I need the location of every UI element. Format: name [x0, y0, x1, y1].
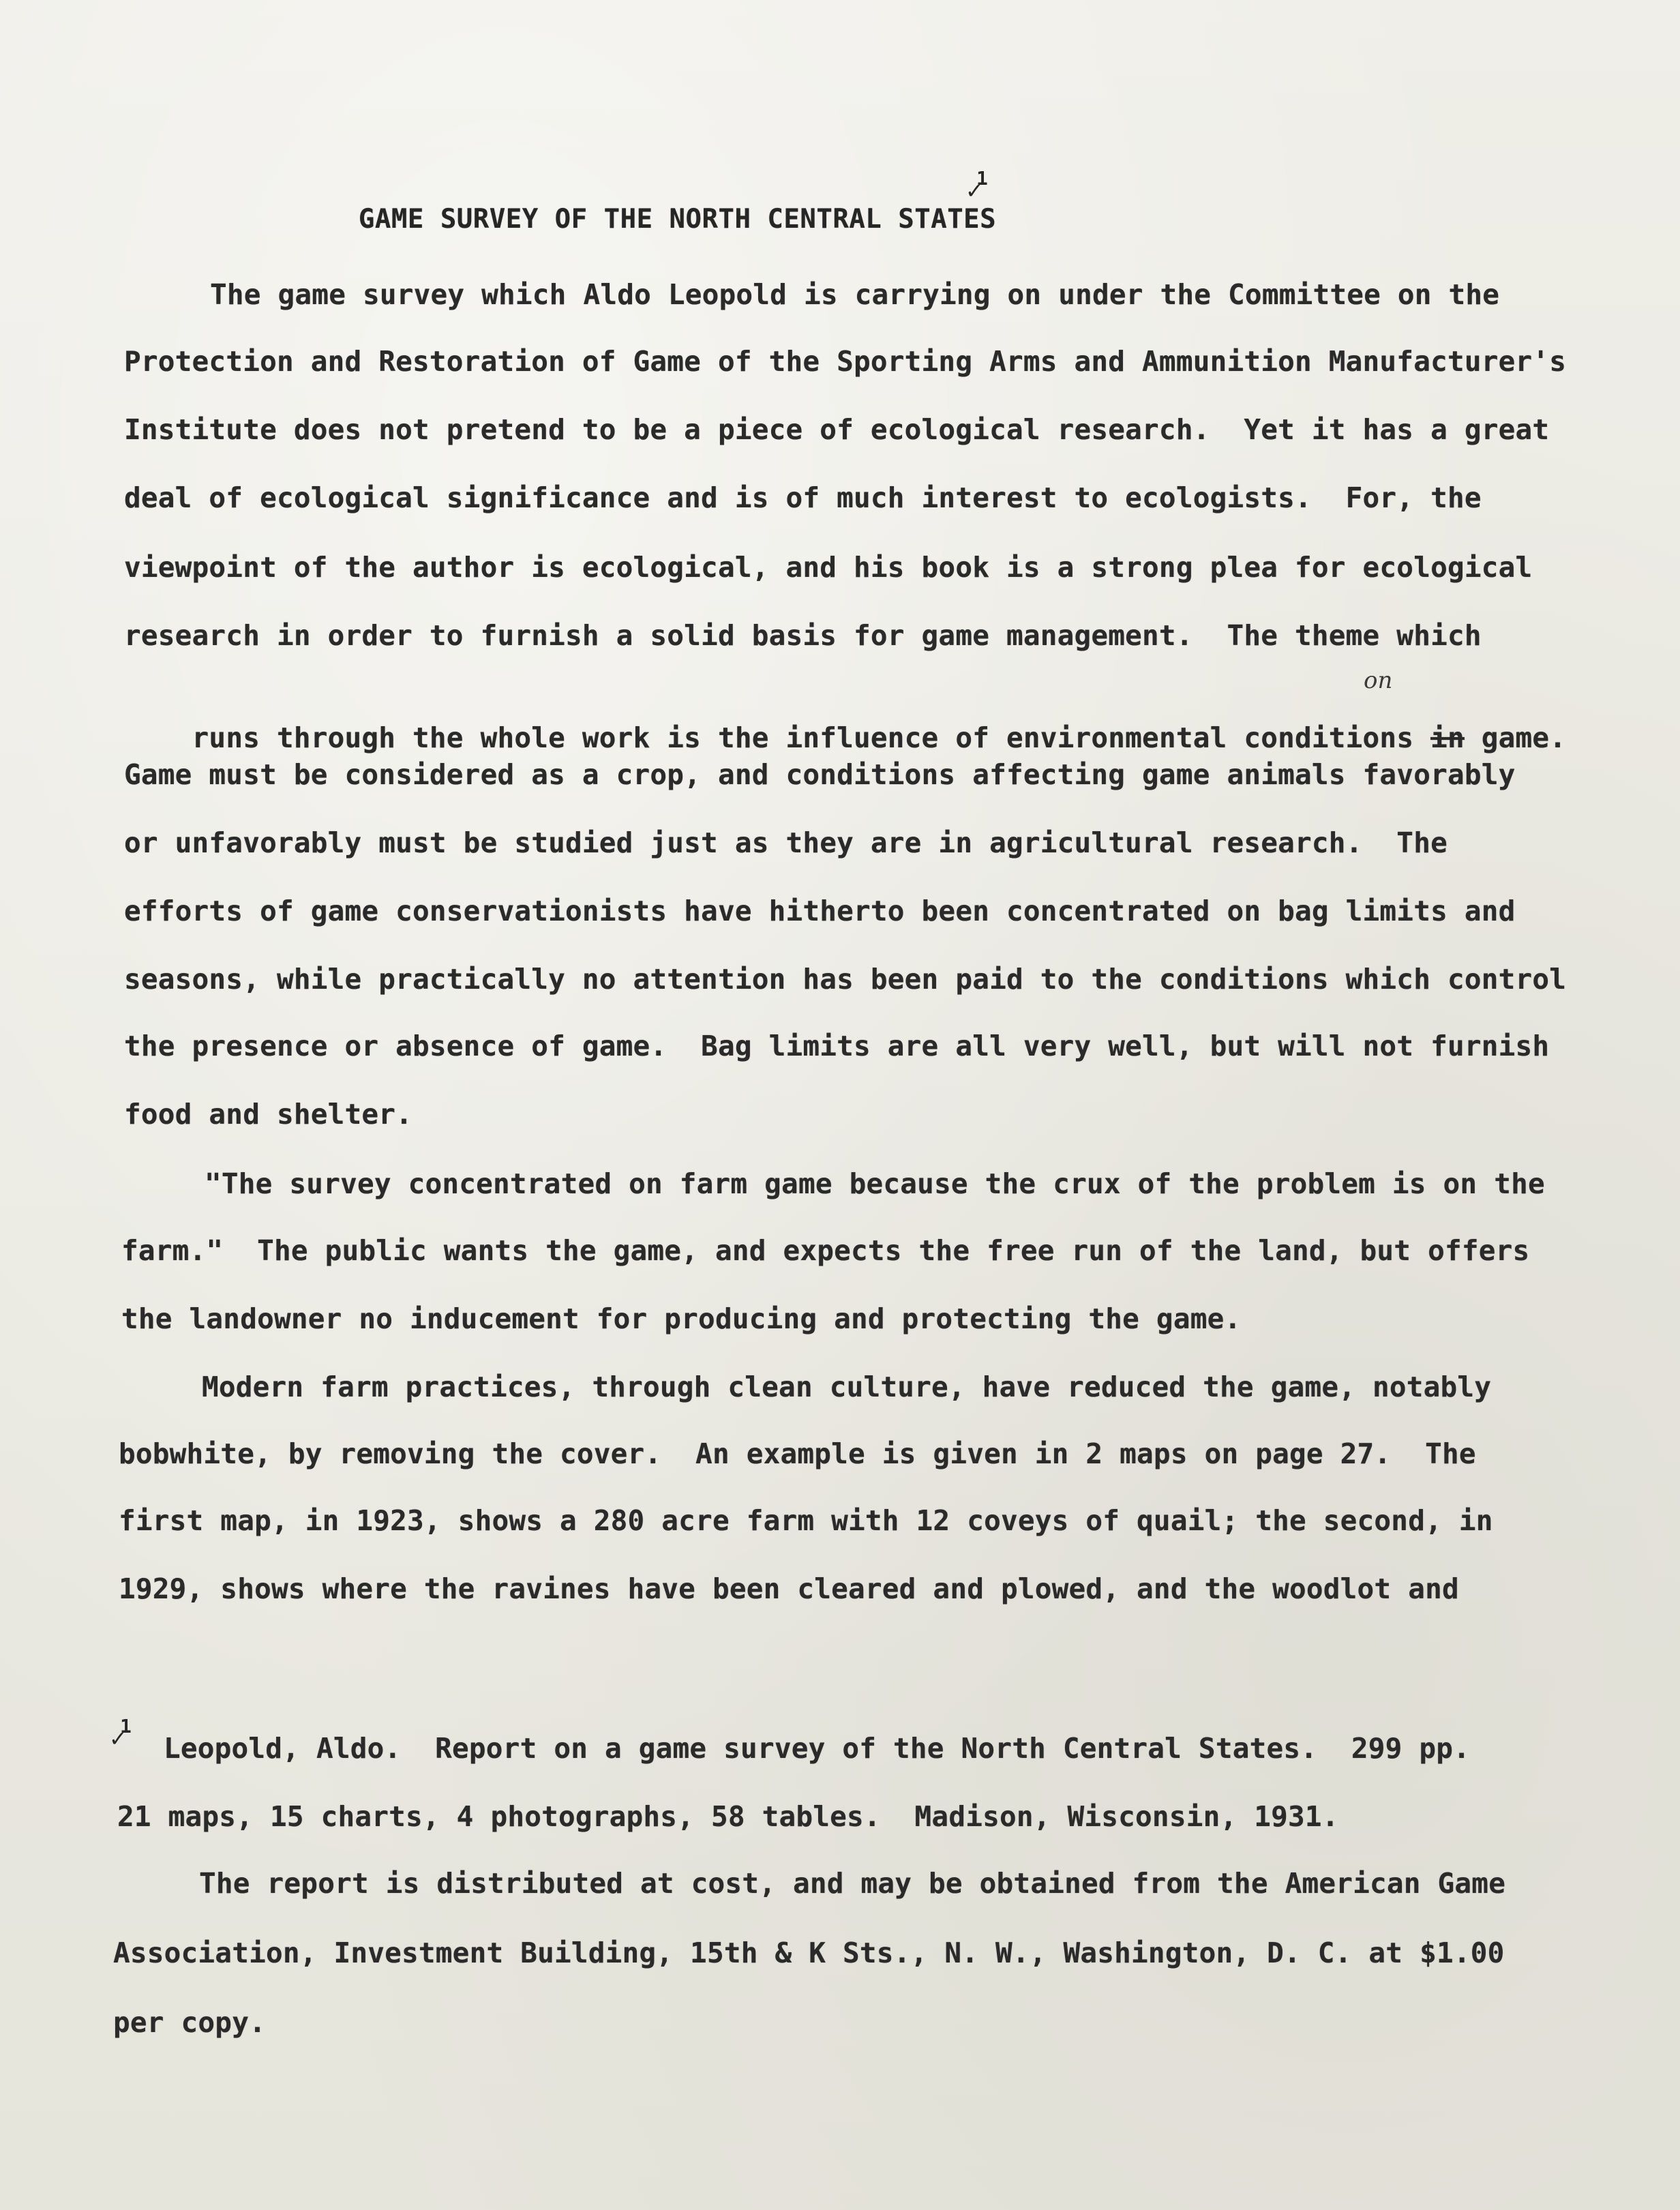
body-line-11: seasons, while practically no attention has been paid to the conditions which control	[124, 963, 1567, 996]
body-line-6: research in order to furnish a solid basis for game management. The theme which	[124, 619, 1482, 652]
footnote-number-2: 1	[120, 1715, 132, 1737]
title-text: GAME SURVEY OF THE NORTH CENTRAL STATES	[358, 204, 997, 235]
footnote-line-1: Leopold, Aldo. Report on a game survey of the North Central States. 299 pp.	[164, 1732, 1471, 1765]
body-line-7-text: runs through the whole work is the influence of environmental conditions	[192, 721, 1414, 754]
body-line-5: viewpoint of the author is ecological, and his book is a strong plea for ecological	[124, 551, 1533, 584]
body-line-17: Modern farm practices, through clean culture, have reduced the game, notably	[202, 1371, 1492, 1403]
body-line-7-tail: game.	[1481, 721, 1567, 754]
footnote-line-5: per copy.	[113, 2006, 266, 2039]
footnote-marker	[110, 1715, 132, 1752]
body-line-8: Game must be considered as a crop, and conditions affecting game animals favorably	[124, 758, 1516, 791]
footnote-number: 1	[976, 167, 988, 190]
footnote-check-icon-2: ✓	[110, 1724, 125, 1752]
body-line-1: The game survey which Aldo Leopold is carrying on under the Committee on the	[210, 278, 1500, 311]
body-line-2: Protection and Restoration of Game of the Sporting Arms and Ammunition Manufacturer's	[124, 345, 1567, 378]
body-line-19: first map, in 1923, shows a 280 acre farm with 12 coveys of quail; the second, in	[119, 1504, 1493, 1537]
footnote-line-4: Association, Investment Building, 15th & K Sts., N. W., Washington, D. C. at $1.00	[113, 1937, 1505, 1969]
body-line-9: or unfavorably must be studied just as they are in agricultural research. The	[124, 826, 1448, 859]
footnote-check-icon: ✓	[967, 177, 982, 205]
body-line-20: 1929, shows where the ravines have been cleared and plowed, and the woodlot and	[119, 1572, 1459, 1605]
page-title	[293, 170, 996, 269]
body-line-10: efforts of game conservationists have hitherto been concentrated on bag limits and	[124, 895, 1516, 927]
body-line-14: "The survey concentrated on farm game because the crux of the problem is on the	[205, 1167, 1545, 1200]
body-line-12: the presence or absence of game. Bag limits are all very well, but will not furnish	[124, 1030, 1550, 1062]
struck-word: in	[1430, 721, 1465, 754]
body-line-13: food and shelter.	[124, 1098, 413, 1131]
title-footnote-marker	[967, 167, 988, 205]
handwritten-correction: on	[1364, 667, 1393, 694]
body-line-4: deal of ecological significance and is of much interest to ecologists. For, the	[124, 481, 1482, 514]
body-line-3: Institute does not pretend to be a piece of ecological research. Yet it has a great	[124, 413, 1550, 446]
footnote-line-3: The report is distributed at cost, and may be obtained from the American Game	[199, 1867, 1506, 1900]
body-line-15: farm." The public wants the game, and expects the free run of the land, but offers	[121, 1234, 1530, 1267]
footnote-line-2: 21 maps, 15 charts, 4 photographs, 58 tables. Madison, Wisconsin, 1931.	[117, 1800, 1339, 1833]
body-line-18: bobwhite, by removing the cover. An example is given in 2 maps on page 27. The	[119, 1437, 1476, 1470]
body-line-16: the landowner no inducement for producing and protecting the game.	[121, 1302, 1242, 1335]
